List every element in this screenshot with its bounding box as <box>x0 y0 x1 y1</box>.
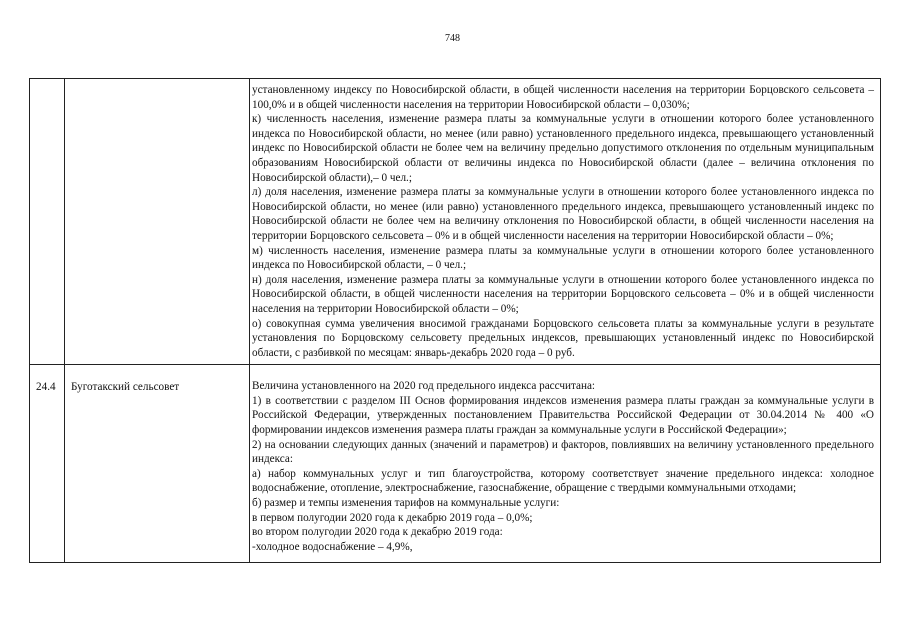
row-text-cell <box>250 365 881 563</box>
paragraph: Величина установленного на 2020 год предельного индекса рассчитана: <box>252 380 596 393</box>
row-name-cell <box>65 79 250 365</box>
paragraph: н) доля населения, изменение размера платы за коммунальные услуги в отношении которого более установленного индекса по Новосибирской области, в общей численности населения на территории Борцовского сельсовета – 0% и в общей численности населения на территории Новосибирской области – 0%; <box>252 273 874 315</box>
paragraph: б) размер и темпы изменения тарифов на коммунальные услуги: <box>252 497 560 510</box>
row-name-cell <box>65 365 250 563</box>
paragraph: л) доля населения, изменение размера платы за коммунальные услуги в отношении которого более установленного индекса по Новосибирской области, но менее (или равно) установленного предельного индекса, превышающего установленный индекс по Новосибирской области не более чем на величину отклонения по Новосибирской области, в общей численности населения на территории Борцовского сельсовета – 0% и в общей численности населения на территории Новосибирской области – 0%; <box>252 186 874 242</box>
row-number <box>30 79 64 94</box>
row-text-cell <box>250 79 881 365</box>
row-name: Буготакский сельсовет <box>71 381 180 394</box>
paragraph: во втором полугодии 2020 года к декабрю 2019 года: <box>252 526 503 539</box>
table-row <box>30 365 881 563</box>
paragraph: 2) на основании следующих данных (значений и параметров) и факторов, повлиявших на величину установленного предельного индекса: <box>252 438 874 466</box>
paragraph: -холодное водоснабжение – 4,9%, <box>252 540 413 553</box>
row-number: 24.4 <box>36 381 56 394</box>
paragraph: о) совокупная сумма увеличения вносимой гражданами Борцовского сельсовета платы за коммунальные услуги в результате установления по Борцовскому сельсовету предельных индексов, превышающих установленный индекс по Новосибирской области, с разбивкой по месяцам: январь-декабрь 2020 года – 0 руб. <box>252 317 874 359</box>
row-name <box>65 79 249 94</box>
paragraph: а) набор коммунальных услуг и тип благоустройства, которому соответствует значение предельного индекса: холодное водоснабжение, отопление, электроснабжение, газоснабжение, обращение с твердыми коммунальными отходами; <box>252 467 874 495</box>
paragraph: м) численность населения, изменение размера платы за коммунальные услуги в отношении которого более установленного индекса по Новосибирской области, – 0 чел.; <box>252 244 874 272</box>
table-row <box>30 79 881 365</box>
row-number-cell <box>30 79 65 365</box>
paragraph: установленному индексу по Новосибирской области, в общей численности населения на территории Борцовского сельсовета – 100,0% и в общей численности населения на территории Новосибирской области – 0,030%; <box>252 84 874 111</box>
paragraph: к) численность населения, изменение размера платы за коммунальные услуги в отношении которого более установленного индекса по Новосибирской области, но менее (или равно) установленного предельного индекса, превышающего установленный индекс по Новосибирской области не более чем на величину предельно допустимого отклонения по отдельным муниципальным образованиям Новосибирской области от величины индекса по Новосибирской области (далее – величина отклонения по Новосибирской области),– 0 чел.; <box>252 113 874 184</box>
page-number: 748 <box>445 33 460 44</box>
paragraph: в первом полугодии 2020 года к декабрю 2019 года – 0,0%; <box>252 511 533 524</box>
row-number-cell <box>30 365 65 563</box>
paragraph: 1) в соответствии с разделом III Основ формирования индексов изменения размера платы граждан за коммунальные услуги в Российской Федерации, утвержденных постановлением Правительства Российской Федерации от 30.04.2014 № 400 «О формировании индексов изменения размера платы граждан за коммунальные услуги в Российской Федерации»; <box>252 394 874 437</box>
document-table <box>29 78 881 563</box>
